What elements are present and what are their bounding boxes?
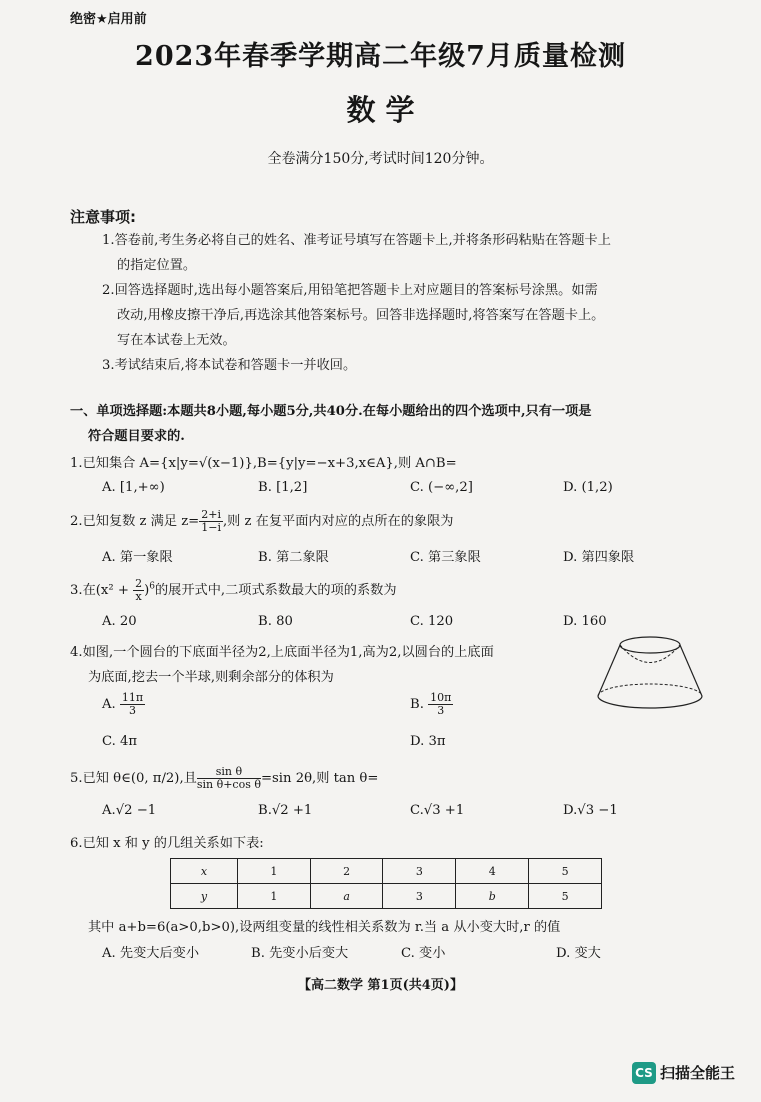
q3-fraction-num: 2	[135, 577, 143, 590]
q4-option-a-den: 3	[129, 704, 137, 717]
notice-line: 的指定位置。	[117, 258, 197, 273]
table-cell: 2	[310, 859, 383, 884]
q3-fraction-den: x	[135, 590, 142, 603]
q6-stem: 6.已知 x 和 y 的几组关系如下表:	[70, 836, 264, 851]
q4-option-a	[102, 692, 145, 717]
notice-line: 2.回答选择题时,选出每小题答案后,用铅笔把答题卡上对应题目的答案标号涂黑。如需	[102, 283, 598, 298]
q4-option-b-num: 10π	[430, 691, 452, 704]
table-cell: b	[456, 884, 529, 909]
table-cell: x	[171, 859, 238, 884]
camscanner-watermark: 扫描全能王	[660, 1064, 736, 1082]
q3-expr: (x² +	[95, 583, 134, 598]
exam-title: 2023年春季学期高二年级7月质量检测	[135, 41, 626, 72]
q1-option-a: A. [1,+∞)	[102, 480, 165, 495]
camscanner-logo-icon: CS	[632, 1062, 656, 1084]
frustum-bottom-back	[598, 684, 702, 696]
q4-option-b-fraction	[428, 692, 453, 717]
q5-stem-mid: ,且	[179, 771, 197, 786]
q3-option-d: D. 160	[563, 614, 607, 629]
q6-option-b: B. 先变小后变大	[251, 946, 349, 961]
q6-option-a: A. 先变大后变小	[102, 946, 200, 961]
table-cell: a	[310, 884, 383, 909]
table-cell: 1	[238, 859, 311, 884]
q3-stem-post: 的展开式中,二项式系数最大的项的系数为	[154, 583, 397, 598]
table-row	[171, 859, 602, 884]
q2-option-d: D. 第四象限	[563, 550, 635, 565]
q6-condition: 其中 a+b=6(a>0,b>0),设两组变量的线性相关系数为 r.当 a 从小变大时,r 的值	[88, 920, 561, 935]
q2-fraction	[199, 509, 223, 534]
table-cell: 1	[238, 884, 311, 909]
q5-fraction	[197, 766, 261, 791]
hemisphere-outline	[620, 645, 680, 663]
q4-option-a-label: A.	[102, 697, 116, 712]
q2-fraction-num: 2+i	[201, 508, 221, 521]
q6-table	[170, 858, 602, 909]
q4-option-d: D. 3π	[410, 734, 446, 749]
notice-heading: 注意事项:	[70, 208, 136, 226]
q5-interval: (0, π/2)	[130, 771, 180, 786]
q1-stem: 1.已知集合 A={x|y=√(x−1)},B={y|y=−x+3,x∈A},则 A∩B=	[70, 456, 457, 471]
q2-stem-post: ,则 z 在复平面内对应的点所在的象限为	[222, 514, 454, 529]
q5-option-b: B.√2 +1	[258, 803, 313, 818]
q4-option-b-den: 3	[437, 704, 445, 717]
q3-option-a: A. 20	[102, 614, 137, 629]
q3-option-c: C. 120	[410, 614, 454, 629]
q2-stem	[70, 509, 454, 534]
frustum-left-edge	[598, 645, 620, 696]
notice-line: 1.答卷前,考生务必将自己的姓名、准考证号填写在答题卡上,并将条形码粘贴在答题卡上	[102, 233, 611, 248]
notice-line: 改动,用橡皮擦干净后,再选涂其他答案标号。回答非选择题时,将答案写在答题卡上。	[117, 308, 605, 323]
q1-option-c: C. (−∞,2]	[410, 480, 473, 495]
q5-fraction-num: sin θ	[197, 766, 261, 779]
frustum-figure	[592, 634, 708, 714]
q4-option-a-fraction	[120, 692, 145, 717]
page-footer: 【高二数学 第1页(共4页)】	[298, 978, 463, 993]
q2-option-b: B. 第二象限	[258, 550, 329, 565]
q5-fraction-den: sin θ+cos θ	[196, 778, 261, 791]
q6-option-d: D. 变大	[556, 946, 601, 961]
q6-option-c: C. 变小	[401, 946, 446, 961]
q3-stem: 3.在(x² + $\frac{2}{x}$ )$^6$的展开式中,二项式系数最大的项的系数为	[70, 577, 397, 603]
q3-fraction	[133, 578, 144, 603]
q5-stem	[70, 766, 378, 791]
table-cell: 3	[383, 884, 456, 909]
q3-stem-pre: 3.在	[70, 583, 96, 598]
table-cell: y	[171, 884, 238, 909]
q4-option-c: C. 4π	[102, 734, 138, 749]
section-heading-cont: 符合题目要求的.	[88, 429, 185, 444]
q1-option-d: D. (1,2)	[563, 480, 613, 495]
table-cell: 5	[529, 859, 602, 884]
table-cell: 4	[456, 859, 529, 884]
subject-title: 数 学	[346, 93, 415, 127]
q2-option-a: A. 第一象限	[102, 550, 173, 565]
notice-line: 3.考试结束后,将本试卷和答题卡一并收回。	[102, 358, 357, 373]
table-cell: 5	[529, 884, 602, 909]
q1-option-b: B. [1,2]	[258, 480, 308, 495]
q2-stem-pre: 2.已知复数 z 满足 z=	[70, 514, 200, 529]
q5-stem-post: =sin 2θ,则 tan θ=	[260, 771, 379, 786]
confidential-label: 绝密★启用前	[70, 12, 147, 27]
q3-option-b: B. 80	[258, 614, 293, 629]
frustum-bottom-front	[598, 696, 702, 708]
frustum-top-ellipse	[620, 637, 680, 653]
q4-option-b-label: B.	[410, 697, 424, 712]
table-cell: 3	[383, 859, 456, 884]
q3-exponent: 6	[149, 581, 155, 592]
q4-stem-line2: 为底面,挖去一个半球,则剩余部分的体积为	[88, 670, 334, 685]
q5-option-c: C.√3 +1	[410, 803, 465, 818]
q2-fraction-den: 1−i	[201, 521, 221, 534]
q5-stem-pre: 5.已知 θ∈	[70, 771, 131, 786]
q2-option-c: C. 第三象限	[410, 550, 481, 565]
section-heading: 一、单项选择题:本题共8小题,每小题5分,共40分.在每小题给出的四个选项中,只有一项是	[70, 404, 592, 419]
score-time-info: 全卷满分150分,考试时间120分钟。	[267, 151, 494, 167]
q4-stem-line1: 4.如图,一个圆台的下底面半径为2,上底面半径为1,高为2,以圆台的上底面	[70, 645, 494, 660]
q4-option-b	[410, 692, 453, 717]
q5-option-d: D.√3 −1	[563, 803, 618, 818]
table-row	[171, 884, 602, 909]
q5-option-a: A.√2 −1	[102, 803, 157, 818]
notice-line: 写在本试卷上无效。	[117, 333, 236, 348]
q4-option-a-num: 11π	[121, 691, 144, 704]
